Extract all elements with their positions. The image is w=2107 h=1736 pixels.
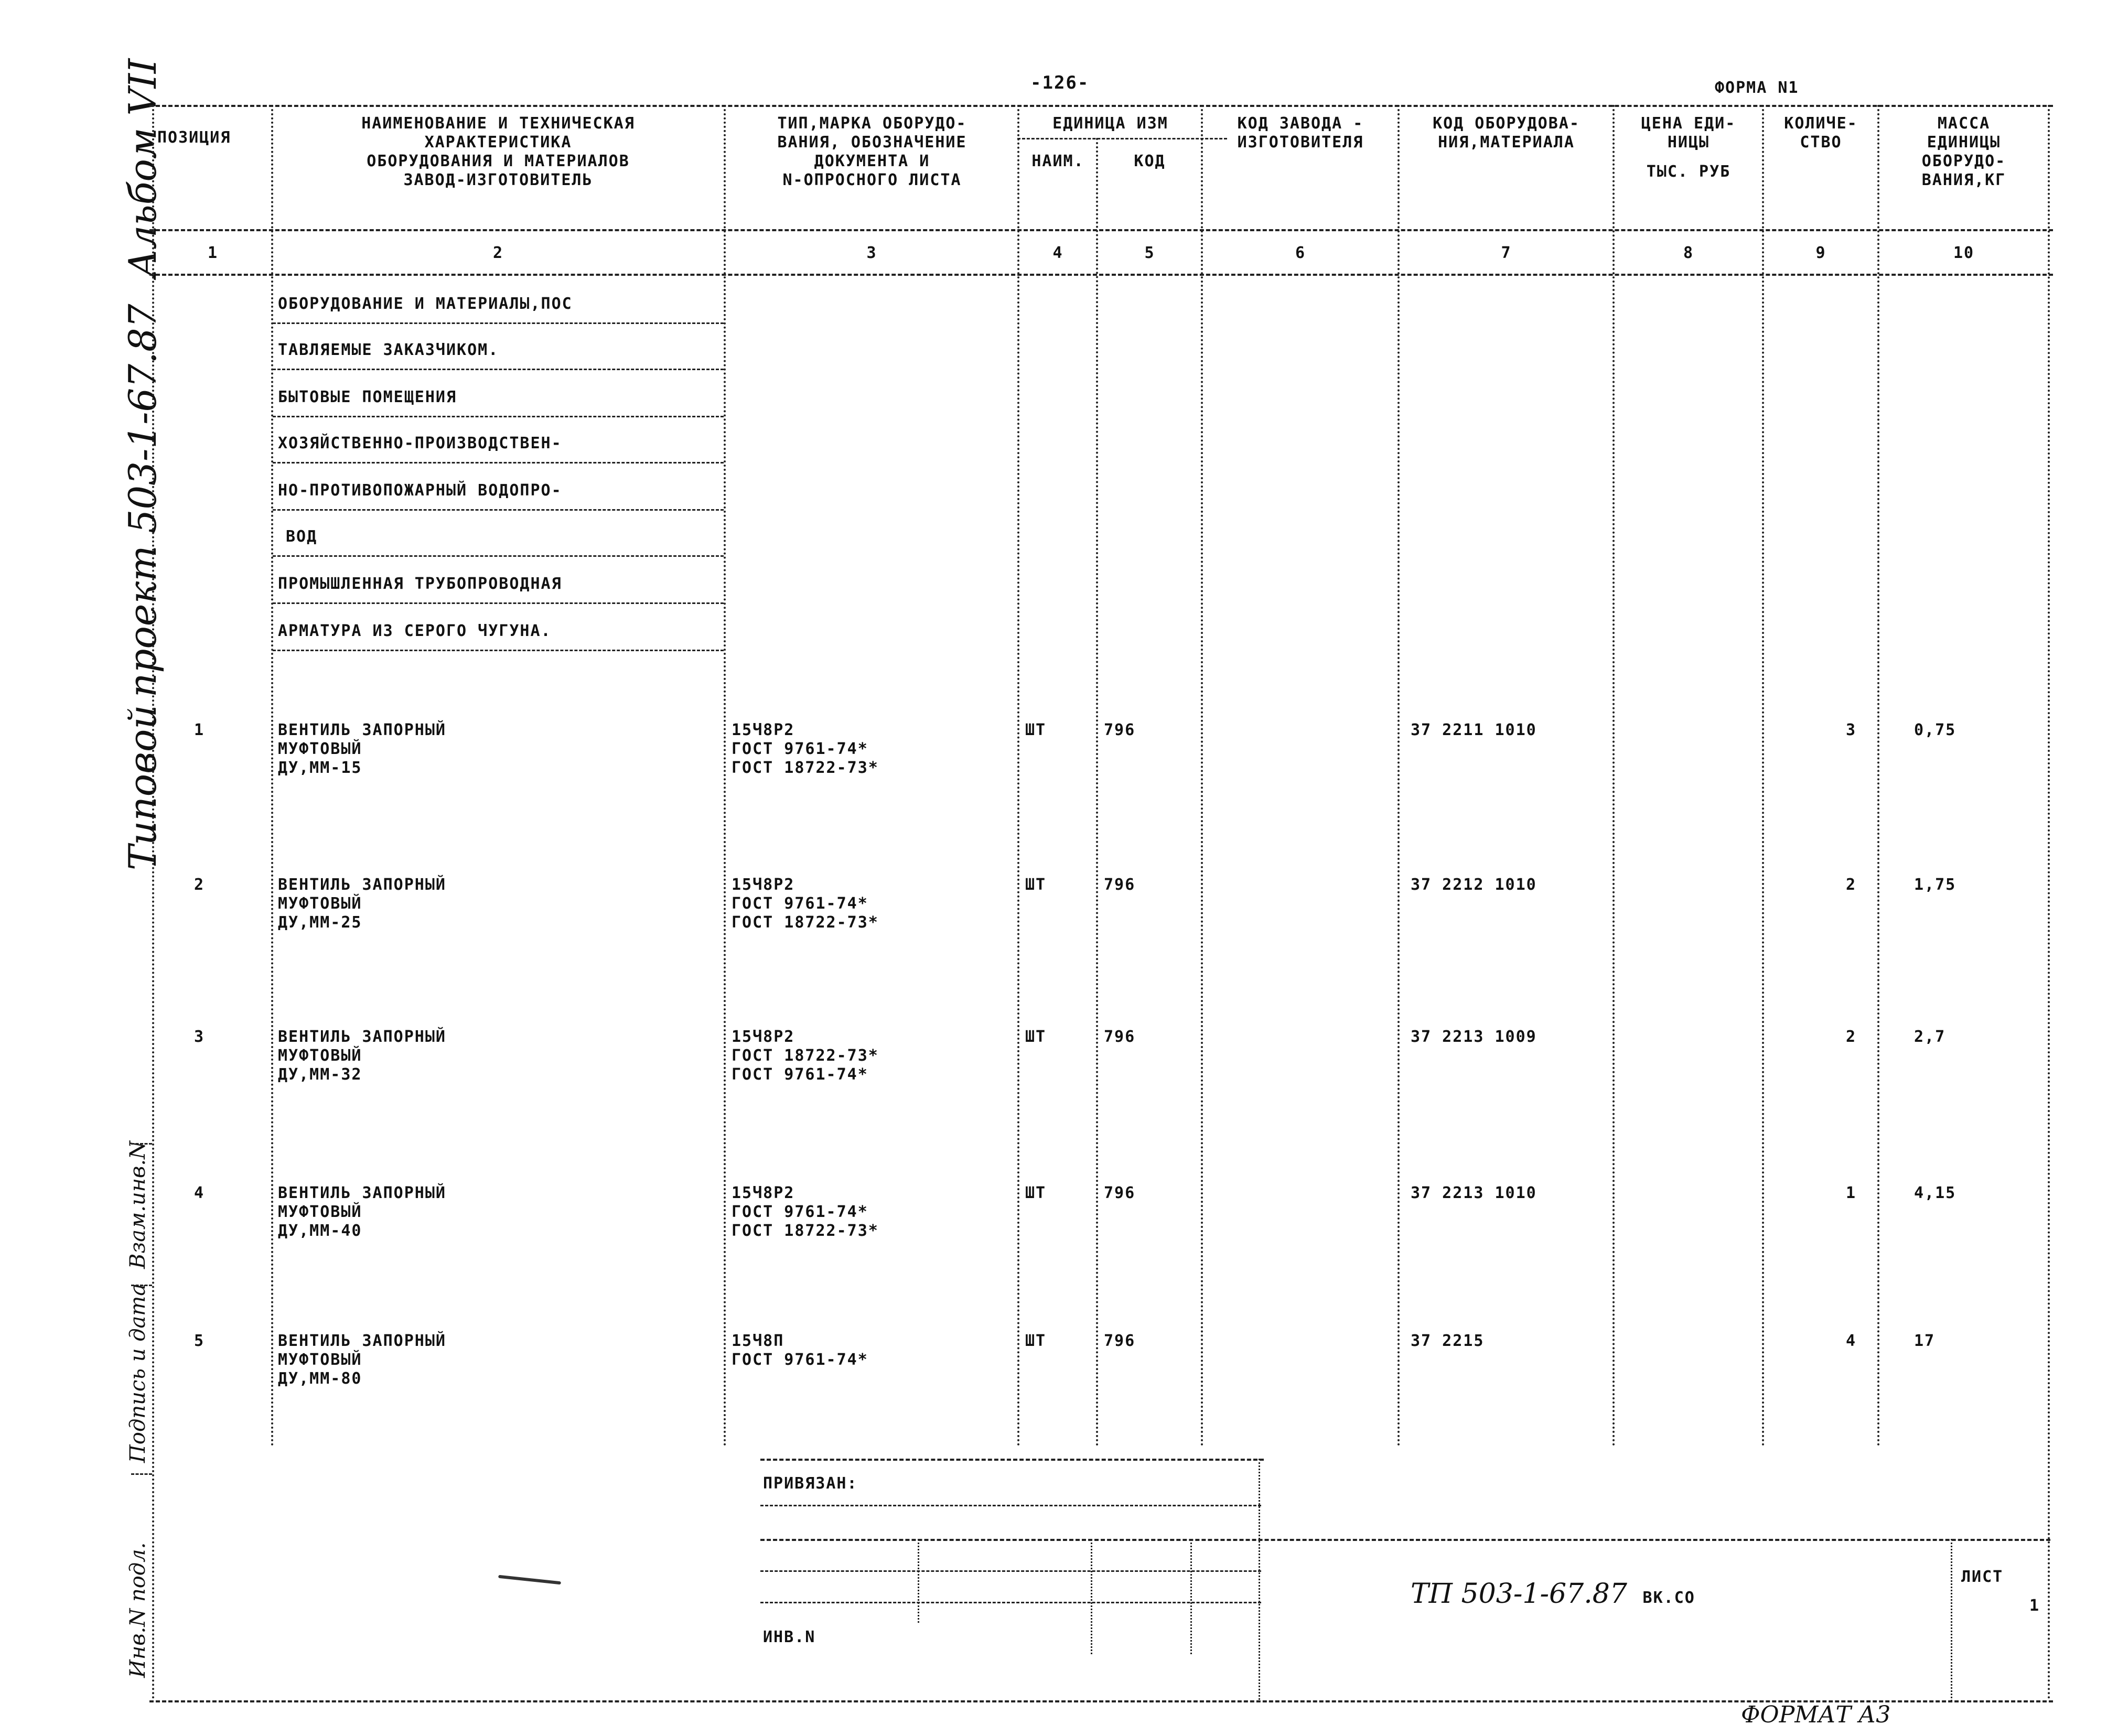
header-col10-line: МАССА <box>1937 114 1991 133</box>
row-equip-code: 37 2212 1010 <box>1411 876 1537 894</box>
row-name-line: МУФТОВЫЙ <box>278 1351 362 1369</box>
row-unit-code: 796 <box>1104 1332 1136 1350</box>
row-name-line: ДУ,ММ-32 <box>278 1065 362 1084</box>
pen-mark <box>498 1575 561 1585</box>
column-line <box>1017 105 1019 1447</box>
row-unit: ШТ <box>1025 1028 1047 1046</box>
section-line: ОБОРУДОВАНИЕ И МАТЕРИАЛЫ,ПОС <box>278 295 573 313</box>
header-bottom-border <box>149 229 2053 231</box>
numbers-bottom-border <box>149 274 2053 276</box>
row-type-line: 15Ч8Р2 <box>732 721 795 739</box>
header-col10-line: ВАНИЯ,КГ <box>1921 171 2006 189</box>
column-line <box>1612 105 1615 1447</box>
header-col10-line: ОБОРУДО- <box>1921 152 2006 170</box>
document-code-suffix: ВК.СО <box>1642 1589 1695 1607</box>
header-col3-line: ДОКУМЕНТА И <box>814 152 930 170</box>
stamp-divider <box>760 1570 1261 1572</box>
section-divider <box>273 509 724 511</box>
stamp-cell-line <box>918 1539 919 1623</box>
section-divider <box>273 602 724 604</box>
row-type-line: 15Ч8Р2 <box>732 1184 795 1202</box>
column-line <box>1762 105 1764 1447</box>
inv-n-label: ИНВ.N <box>763 1628 816 1646</box>
row-type-line: ГОСТ 18722-73* <box>732 913 879 932</box>
row-name-line: ВЕНТИЛЬ ЗАПОРНЫЙ <box>278 721 446 739</box>
row-mass: 4,15 <box>1914 1184 1956 1202</box>
column-line <box>1398 105 1400 1447</box>
row-type-line: ГОСТ 9761-74* <box>732 1351 868 1369</box>
row-name-line: ВЕНТИЛЬ ЗАПОРНЫЙ <box>278 1184 446 1202</box>
row-mass: 17 <box>1914 1332 1936 1350</box>
section-line: ТАВЛЯЕМЫЕ ЗАКАЗЧИКОМ. <box>278 341 499 359</box>
header-unit-group: ЕДИНИЦА ИЗМ <box>1052 114 1168 133</box>
row-name-line: ДУ,ММ-15 <box>278 759 362 777</box>
section-line: ВОД <box>286 527 318 546</box>
row-unit-code: 796 <box>1104 1028 1136 1046</box>
document-code <box>1411 1578 1695 1610</box>
col-number: 5 <box>1144 244 1155 262</box>
header-col3-line: N-ОПРОСНОГО ЛИСТА <box>782 171 962 189</box>
form-label: ФОРМА N1 <box>1715 79 1799 97</box>
row-equip-code: 37 2213 1009 <box>1411 1028 1537 1046</box>
row-name-line: ДУ,ММ-40 <box>278 1222 362 1240</box>
stamp-divider <box>131 1285 152 1286</box>
column-line <box>724 105 726 1447</box>
row-unit-code: 796 <box>1104 721 1136 739</box>
row-qty: 1 <box>1845 1184 1856 1202</box>
stamp-cell-line <box>1190 1539 1192 1654</box>
row-name-line: МУФТОВЫЙ <box>278 1203 362 1221</box>
row-name-line: ВЕНТИЛЬ ЗАПОРНЫЙ <box>278 1028 446 1046</box>
row-type-line: ГОСТ 9761-74* <box>732 1203 868 1221</box>
row-type-line: 15Ч8Р2 <box>732 1028 795 1046</box>
header-col9-line: КОЛИЧЕ- <box>1784 114 1858 133</box>
section-divider <box>273 462 724 463</box>
col-number: 1 <box>207 244 219 262</box>
section-line: БЫТОВЫЕ ПОМЕЩЕНИЯ <box>278 388 457 406</box>
header-col10-line: ЕДИНИЦЫ <box>1927 133 2001 152</box>
privyazan-label: ПРИВЯЗАН: <box>763 1474 858 1493</box>
format-label: ФОРМАТ А3 <box>1741 1701 1891 1728</box>
stamp-divider <box>131 1143 152 1145</box>
column-line <box>1877 105 1879 1447</box>
row-unit: ШТ <box>1025 1332 1047 1350</box>
header-col2-line: ОБОРУДОВАНИЯ И МАТЕРИАЛОВ <box>367 152 630 170</box>
header-col2-line: ЗАВОД-ИЗГОТОВИТЕЛЬ <box>403 171 593 189</box>
section-divider <box>273 416 724 417</box>
header-col9-line: СТВО <box>1800 133 1842 152</box>
row-unit-code: 796 <box>1104 1184 1136 1202</box>
header-col3-line: ВАНИЯ, ОБОЗНАЧЕНИЕ <box>777 133 967 152</box>
header-col2-line: НАИМЕНОВАНИЕ И ТЕХНИЧЕСКАЯ <box>361 114 635 133</box>
row-type-line: ГОСТ 9761-74* <box>732 1065 868 1084</box>
header-col4: НАИМ. <box>1031 152 1084 170</box>
row-equip-code: 37 2211 1010 <box>1411 721 1537 739</box>
row-unit: ШТ <box>1025 876 1047 894</box>
col-number: 10 <box>1953 244 1975 262</box>
stamp-top-border <box>760 1459 1264 1461</box>
stamp-divider <box>131 1473 152 1475</box>
row-unit: ШТ <box>1025 1184 1047 1202</box>
column-line <box>1096 138 1098 1447</box>
row-equip-code: 37 2215 <box>1411 1332 1485 1350</box>
header-col3-line: ТИП,МАРКА ОБОРУДО- <box>777 114 967 133</box>
sheet-label: ЛИСТ <box>1961 1568 2004 1586</box>
section-divider <box>273 322 724 324</box>
column-line <box>2048 105 2050 1700</box>
row-type-line: ГОСТ 18722-73* <box>732 1222 879 1240</box>
stamp-divider <box>760 1505 1261 1506</box>
row-equip-code: 37 2213 1010 <box>1411 1184 1537 1202</box>
column-line <box>152 105 154 1700</box>
row-mass: 1,75 <box>1914 876 1956 894</box>
stamp-divider <box>760 1602 1261 1603</box>
header-col7-line: НИЯ,МАТЕРИАЛА <box>1438 133 1575 152</box>
row-qty: 3 <box>1845 721 1856 739</box>
stamp-right-border <box>1259 1459 1260 1700</box>
stamp-cell-line <box>1091 1539 1092 1654</box>
header-col8-line: ЦЕНА ЕДИ- <box>1641 114 1736 133</box>
section-divider <box>273 369 724 370</box>
row-name-line: МУФТОВЫЙ <box>278 740 362 758</box>
header-col8-line: ТЫС. РУБ <box>1646 163 1731 181</box>
row-type-line: ГОСТ 18722-73* <box>732 759 879 777</box>
header-col6-line: КОД ЗАВОДА - <box>1237 114 1364 133</box>
stamp-vzam: Взам.инв.N <box>126 1140 150 1269</box>
col-number: 9 <box>1815 244 1826 262</box>
sheet-box-border <box>1951 1539 1952 1701</box>
column-line <box>271 105 273 1447</box>
row-name-line: ВЕНТИЛЬ ЗАПОРНЫЙ <box>278 1332 446 1350</box>
sidebar-project: проект 503-1-67.87 <box>121 304 165 697</box>
section-line: ПРОМЫШЛЕННАЯ ТРУБОПРОВОДНАЯ <box>278 575 562 593</box>
row-qty: 2 <box>1845 876 1856 894</box>
row-name-line: МУФТОВЫЙ <box>278 894 362 913</box>
page-number: -126- <box>1030 72 1090 93</box>
header-col6-line: ИЗГОТОВИТЕЛЯ <box>1237 133 1364 152</box>
sidebar-typical: Типовой <box>121 705 165 870</box>
row-name-line: ДУ,ММ-25 <box>278 913 362 932</box>
row-qty: 2 <box>1845 1028 1856 1046</box>
row-qty: 4 <box>1845 1332 1856 1350</box>
row-name-line: ДУ,ММ-80 <box>278 1370 362 1388</box>
row-type-line: ГОСТ 18722-73* <box>732 1047 879 1065</box>
section-line: НО-ПРОТИВОПОЖАРНЫЙ ВОДОПРО- <box>278 481 562 500</box>
row-type-line: 15Ч8Р2 <box>732 876 795 894</box>
row-mass: 2,7 <box>1914 1028 1946 1046</box>
col-number: 2 <box>492 244 504 262</box>
row-position: 3 <box>194 1028 205 1046</box>
stamp-inv: Инв.N подл. <box>126 1542 150 1678</box>
header-col2-line: ХАРАКТЕРИСТИКА <box>424 133 572 152</box>
header-col1: ПОЗИЦИЯ <box>157 128 231 147</box>
row-unit-code: 796 <box>1104 876 1136 894</box>
row-position: 2 <box>194 876 205 894</box>
title-block-top <box>760 1539 2050 1541</box>
row-position: 4 <box>194 1184 205 1202</box>
col-number: 8 <box>1683 244 1694 262</box>
row-type-line: ГОСТ 9761-74* <box>732 894 868 913</box>
col-number: 3 <box>866 244 877 262</box>
section-divider <box>273 555 724 557</box>
section-line: АРМАТУРА ИЗ СЕРОГО ЧУГУНА. <box>278 622 552 640</box>
stamp-sign: Подпись и дата <box>126 1283 150 1463</box>
header-col7-line: КОД ОБОРУДОВА- <box>1433 114 1580 133</box>
section-line: ХОЗЯЙСТВЕННО-ПРОИЗВОДСТВЕН- <box>278 434 562 452</box>
header-col5: КОД <box>1134 152 1166 170</box>
row-mass: 0,75 <box>1914 721 1956 739</box>
sheet-number: 1 <box>2029 1597 2040 1615</box>
row-name-line: МУФТОВЫЙ <box>278 1047 362 1065</box>
col-number: 4 <box>1052 244 1063 262</box>
col-number: 7 <box>1501 244 1512 262</box>
table-top-border <box>149 105 2053 107</box>
section-divider <box>273 650 724 651</box>
sidebar-album: Альбом VII <box>121 58 165 278</box>
document-code-number: ТП 503-1-67.87 <box>1411 1578 1627 1610</box>
row-position: 5 <box>194 1332 205 1350</box>
row-type-line: ГОСТ 9761-74* <box>732 740 868 758</box>
row-unit: ШТ <box>1025 721 1047 739</box>
row-name-line: ВЕНТИЛЬ ЗАПОРНЫЙ <box>278 876 446 894</box>
row-type-line: 15Ч8П <box>732 1332 784 1350</box>
header-col8-line: НИЦЫ <box>1667 133 1710 152</box>
col-number: 6 <box>1295 244 1306 262</box>
row-position: 1 <box>194 721 205 739</box>
unit-group-divider <box>1017 138 1227 139</box>
column-line <box>1201 105 1203 1447</box>
